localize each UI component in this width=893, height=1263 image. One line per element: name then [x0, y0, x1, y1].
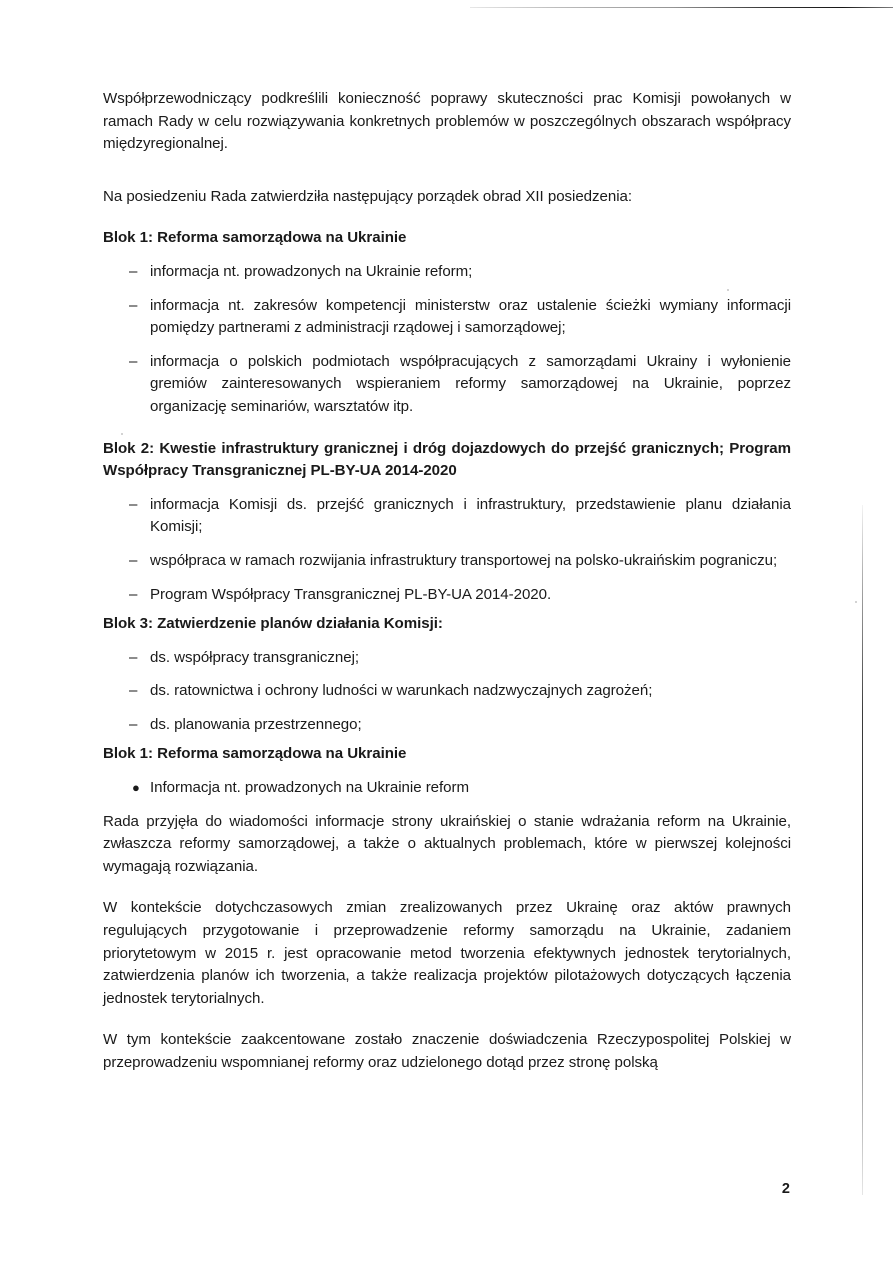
scan-edge-right-artifact	[862, 505, 863, 1195]
heading-blok-1: Blok 1: Reforma samorządowa na Ukrainie	[103, 229, 407, 247]
dash-bullet-icon: –	[129, 585, 138, 603]
dash-bullet-icon: –	[129, 551, 138, 569]
dash-bullet-icon: –	[129, 352, 138, 370]
spacer	[103, 340, 791, 351]
spacer	[103, 878, 791, 897]
spacer	[103, 284, 791, 295]
list-item	[103, 777, 791, 800]
spacer	[103, 766, 791, 777]
heading-blok-3: Blok 3: Zatwierdzenie planów działania Komisji:	[103, 615, 443, 633]
list-item-text: informacja Komisji ds. przejść granicznych i infrastruktury, przedstawienie planu działania Komisji;	[150, 495, 791, 536]
spacer	[103, 669, 791, 680]
list-item	[103, 584, 791, 607]
list-item	[103, 261, 791, 284]
list-item-text: informacja nt. zakresów kompetencji ministerstw oraz ustalenie ścieżki wymiany informacji pomiędzy partnerami z administracji rządowej i samorządowej;	[150, 296, 791, 337]
dash-bullet-icon: –	[129, 715, 138, 733]
list-item-text: Informacja nt. prowadzonych na Ukrainie reform	[150, 779, 470, 797]
list-item	[103, 680, 791, 703]
list-item-text: ds. ratownictwa i ochrony ludności w warunkach nadzwyczajnych zagrożeń;	[150, 682, 653, 700]
list-item-text: ds. planowania przestrzennego;	[150, 715, 362, 733]
page-number: 2	[781, 1181, 790, 1197]
body-paragraph-3: W tym kontekście zaakcentowane zostało znaczenie doświadczenia Rzeczypospolitej Polskiej w przeprowadzeniu wspomnianej reformy oraz udzielonego dotąd przez stronę polską	[103, 1031, 791, 1071]
agenda-lead-paragraph: Na posiedzeniu Rada zatwierdziła następujący porządek obrad XII posiedzenia:	[103, 187, 632, 205]
dash-bullet-icon: –	[129, 495, 138, 513]
spacer	[103, 156, 791, 186]
scan-edge-top-artifact	[470, 7, 893, 8]
heading-blok-1-repeat: Blok 1: Reforma samorządowa na Ukrainie	[103, 745, 407, 763]
list-item-text: Program Współpracy Transgranicznej PL-BY-UA 2014-2020.	[150, 585, 552, 603]
list-item	[103, 494, 791, 539]
scan-speck-artifact	[855, 601, 857, 603]
dash-bullet-icon: –	[129, 648, 138, 666]
spacer	[103, 800, 791, 811]
spacer	[103, 1010, 791, 1029]
list-item	[103, 550, 791, 573]
spacer	[103, 419, 791, 438]
heading-blok-2: Blok 2: Kwestie infrastruktury granicznej i dróg dojazdowych do przejść granicznych; Program Współpracy Transgranicznej PL-BY-UA 2014-2020	[103, 439, 791, 480]
spacer	[103, 703, 791, 714]
dash-bullet-icon: –	[129, 262, 138, 280]
list-item	[103, 295, 791, 340]
spacer	[103, 539, 791, 550]
intro-paragraph: Współprzewodniczący podkreślili konieczność poprawy skuteczności prac Komisji powołanych w ramach Rady w celu rozwiązywania konkretnych problemów w poszczególnych obszarach współpracy międzyregionalnej.	[103, 90, 791, 153]
list-item	[103, 351, 791, 419]
body-paragraph-1: Rada przyjęła do wiadomości informacje strony ukraińskiej o stanie wdrażania reform na Ukrainie, zwłaszcza reformy samorządowej, a także o aktualnych problemach, które w pierwszej kolejności wymagają rozwiązania.	[103, 812, 791, 875]
spacer	[103, 606, 791, 613]
body-paragraph-2: W kontekście dotychczasowych zmian zrealizowanych przez Ukrainę oraz aktów prawnych regulujących przygotowanie i przeprowadzenie reformy samorządu na Ukrainie, zadaniem priorytetowym w 2015 r. jest opracowanie metod tworzenia efektywnych jednostek terytorialnych, zatwierdzenia planów ich tworzenia, a także realizacja projektów pilotażowych dotyczących łączenia jednostek terytorialnych.	[103, 899, 791, 1007]
round-bullet-icon: ●	[132, 780, 140, 796]
spacer	[103, 483, 791, 494]
document-body	[103, 88, 791, 1075]
list-item-text: informacja o polskich podmiotach współpracujących z samorządami Ukrainy i wyłonienie gremiów zainteresowanych wspieraniem reformy samorządowej na Ukrainie, poprzez organizację seminariów, warsztatów itp.	[150, 352, 791, 415]
spacer	[103, 636, 791, 647]
list-item	[103, 647, 791, 670]
spacer	[103, 250, 791, 261]
list-item-text: informacja nt. prowadzonych na Ukrainie reform;	[150, 262, 473, 280]
list-item-text: ds. współpracy transgranicznej;	[150, 648, 360, 666]
dash-bullet-icon: –	[129, 296, 138, 314]
list-item-text: współpraca w ramach rozwijania infrastruktury transportowej na polsko-ukraińskim pograniczu;	[150, 551, 778, 569]
spacer	[103, 573, 791, 584]
dash-bullet-icon: –	[129, 682, 138, 700]
spacer	[103, 208, 791, 227]
spacer	[103, 736, 791, 743]
list-item	[103, 714, 791, 737]
